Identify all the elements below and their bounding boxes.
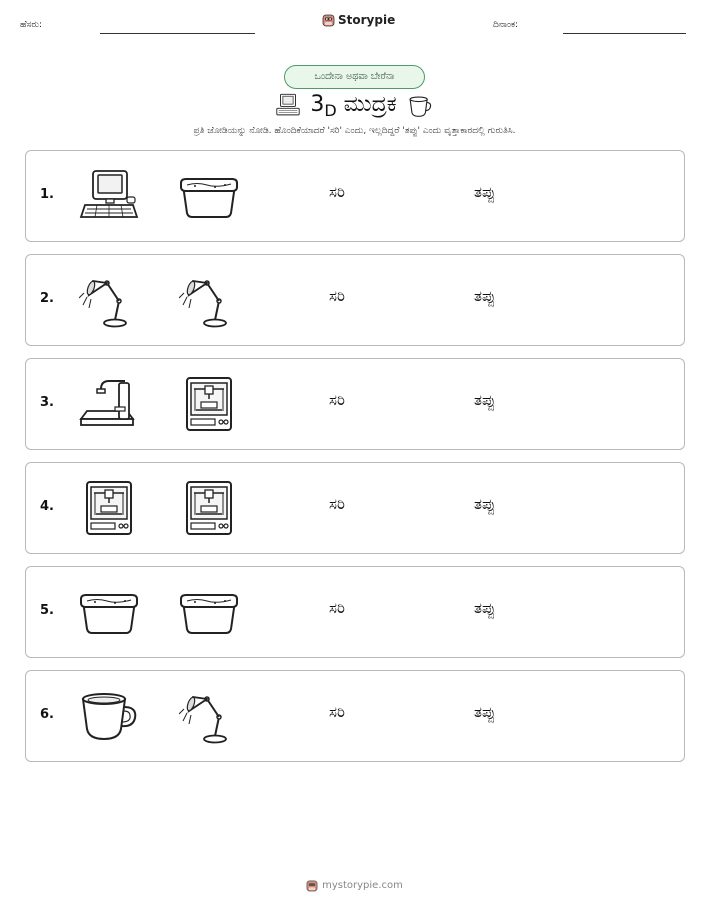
footer xyxy=(0,879,709,892)
option-correct[interactable]: ಸರಿ xyxy=(329,703,345,721)
date-label: ದಿನಾಂಕ: xyxy=(493,20,519,30)
computer-icon xyxy=(79,167,139,225)
question-row xyxy=(25,462,685,554)
option-correct[interactable]: ಸರಿ xyxy=(329,287,345,305)
option-correct[interactable]: ಸರಿ xyxy=(329,391,345,409)
title-row xyxy=(0,88,709,124)
computer-icon xyxy=(274,92,302,120)
3d-printer-icon xyxy=(179,375,239,433)
title-text: ಮುದ್ರಕ xyxy=(336,92,397,117)
worksheet-type-badge: ಒಂದೇನಾ ಅಥವಾ ಬೇರೆನಾ xyxy=(284,65,425,89)
question-row xyxy=(25,566,685,658)
question-number: 5. xyxy=(40,603,54,618)
question-row xyxy=(25,150,685,242)
3d-printer-icon xyxy=(79,479,139,537)
option-correct[interactable]: ಸರಿ xyxy=(329,495,345,513)
question-number: 3. xyxy=(40,395,54,410)
cup-icon xyxy=(405,93,435,119)
container-icon xyxy=(179,583,239,641)
option-wrong[interactable]: ತಪ್ಪು xyxy=(474,495,496,513)
brand-name: Storypie xyxy=(338,13,396,27)
date-line[interactable] xyxy=(563,33,686,34)
cup-icon xyxy=(79,687,139,745)
question-row xyxy=(25,670,685,762)
option-wrong[interactable]: ತಪ್ಪು xyxy=(474,599,496,617)
name-line[interactable] xyxy=(100,33,255,34)
question-number: 1. xyxy=(40,187,54,202)
question-number: 4. xyxy=(40,499,54,514)
3d-printer-icon xyxy=(179,479,239,537)
footer-site: mystorypie.com xyxy=(322,880,403,891)
container-icon xyxy=(79,583,139,641)
lamp-icon xyxy=(79,271,139,329)
question-number: 2. xyxy=(40,291,54,306)
question-row xyxy=(25,358,685,450)
scale-icon xyxy=(79,375,139,433)
option-wrong[interactable]: ತಪ್ಪು xyxy=(474,287,496,305)
instructions: ಪ್ರತಿ ಜೋಡಿಯನ್ನು ನೋಡಿ. ಹೊಂದಿಕೆಯಾದರೆ 'ಸರಿ' ಎಂದು, ಇಲ್ಲದಿದ್ದರೆ 'ತಪ್ಪು' ಎಂದು ವೃತ್ತಾಕಾರದಲ್ಲಿ ಗುರುತಿಸಿ. xyxy=(193,126,516,136)
name-label: ಹೆಸರು: xyxy=(20,20,43,30)
title-subscript: D xyxy=(324,101,337,120)
option-wrong[interactable]: ತಪ್ಪು xyxy=(474,183,496,201)
worksheet-title xyxy=(310,92,396,120)
option-wrong[interactable]: ತಪ್ಪು xyxy=(474,703,496,721)
worksheet-header xyxy=(0,0,709,50)
option-correct[interactable]: ಸರಿ xyxy=(329,599,345,617)
question-number: 6. xyxy=(40,707,54,722)
storypie-mascot-icon xyxy=(306,879,318,892)
container-icon xyxy=(179,167,239,225)
storypie-mascot-icon xyxy=(322,13,335,27)
option-correct[interactable]: ಸರಿ xyxy=(329,183,345,201)
lamp-icon xyxy=(179,687,239,745)
option-wrong[interactable]: ತಪ್ಪು xyxy=(474,391,496,409)
brand-logo xyxy=(322,13,395,27)
question-list xyxy=(25,150,685,774)
question-row xyxy=(25,254,685,346)
title-number: 3 xyxy=(310,92,325,117)
lamp-icon xyxy=(179,271,239,329)
